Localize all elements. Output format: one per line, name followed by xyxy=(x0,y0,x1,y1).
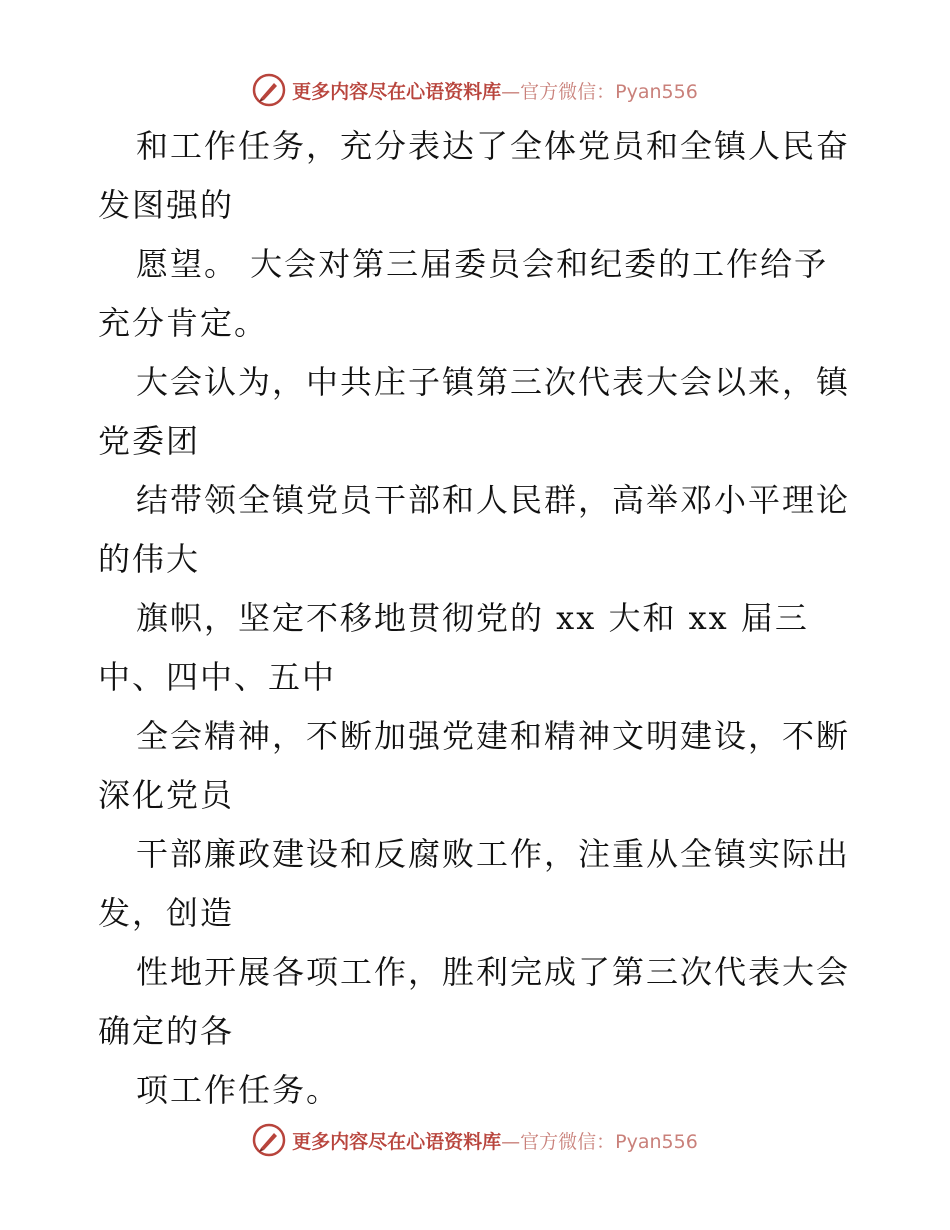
body-line: 党委团 xyxy=(98,422,201,460)
header-banner xyxy=(0,70,950,110)
footer-banner-sub: —官方微信：Pyan556 xyxy=(501,1130,698,1153)
body-line: 的伟大 xyxy=(98,540,201,578)
body-line: 旗帜，坚定不移地贯彻党的 xx 大和 xx 届三 xyxy=(136,599,809,637)
footer-banner-inner xyxy=(252,1123,698,1157)
body-line: 干部廉政建设和反腐败工作，注重从全镇实际出 xyxy=(136,835,851,873)
body-line: 充分肯定。 xyxy=(98,304,269,342)
footer-banner-text xyxy=(292,1127,698,1154)
body-line: 性地开展各项工作，胜利完成了第三次代表大会 xyxy=(136,953,851,991)
footer-banner-main: 更多内容尽在心语资料库 xyxy=(292,1130,502,1153)
header-banner-text xyxy=(292,77,698,104)
quill-logo-icon xyxy=(252,1123,286,1157)
body-line: 项工作任务。 xyxy=(136,1071,341,1109)
body-line: 愿望。 大会对第三届委员会和纪委的工作给予 xyxy=(136,245,829,283)
footer-banner xyxy=(0,1120,950,1160)
body-line: 和工作任务，充分表达了全体党员和全镇人民奋 xyxy=(136,127,851,165)
body-line: 全会精神，不断加强党建和精神文明建设，不断 xyxy=(136,717,851,755)
body-line: 发，创造 xyxy=(98,894,235,932)
body-line: 大会认为，中共庄子镇第三次代表大会以来，镇 xyxy=(136,363,851,401)
body-line: 发图强的 xyxy=(98,186,235,224)
body-line: 中、四中、五中 xyxy=(98,658,337,696)
body-line: 结带领全镇党员干部和人民群，高举邓小平理论 xyxy=(136,481,851,519)
quill-logo-icon xyxy=(252,73,286,107)
body-line: 确定的各 xyxy=(98,1012,235,1050)
header-banner-inner xyxy=(252,73,698,107)
document-body xyxy=(98,117,858,1120)
header-banner-sub: —官方微信：Pyan556 xyxy=(501,80,698,103)
body-line: 深化党员 xyxy=(98,776,235,814)
header-banner-main: 更多内容尽在心语资料库 xyxy=(292,80,502,103)
